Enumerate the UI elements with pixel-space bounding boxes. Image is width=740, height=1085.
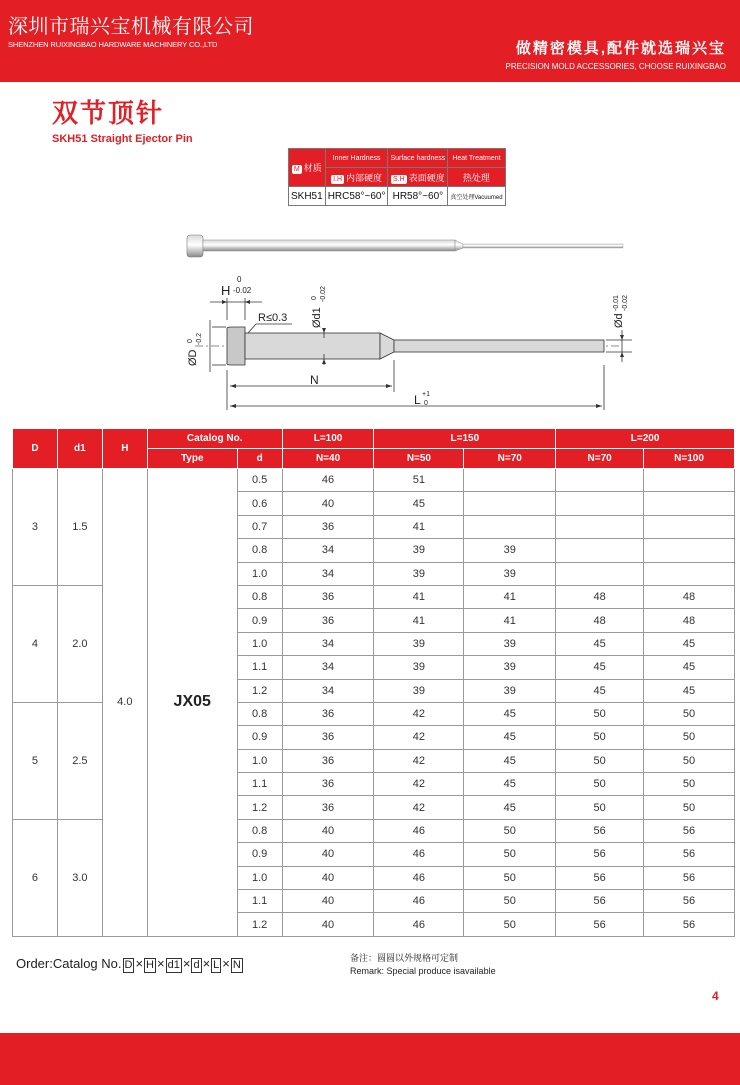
company-name-en: SHENZHEN RUIXINGBAO HARDWARE MACHINERY CO.,LTD bbox=[8, 40, 218, 49]
material-label: 材质 bbox=[303, 163, 322, 173]
cell-value: 50 bbox=[464, 913, 556, 936]
product-title-cn: 双节顶针 bbox=[52, 98, 165, 128]
cell-value: 56 bbox=[556, 866, 644, 889]
cell-value: 39 bbox=[464, 539, 556, 562]
cell-value: 50 bbox=[644, 726, 735, 749]
table-row bbox=[13, 469, 735, 492]
cell-d: 0.8 bbox=[237, 819, 282, 842]
cell-value: 46 bbox=[374, 913, 464, 936]
cell-value bbox=[556, 515, 644, 538]
cell-value: 48 bbox=[644, 609, 735, 632]
cell-value: 36 bbox=[282, 702, 374, 725]
cell-value: 42 bbox=[374, 773, 464, 796]
cell-d: 0.9 bbox=[237, 843, 282, 866]
cell-value: 40 bbox=[282, 890, 374, 913]
cell-value: 34 bbox=[282, 539, 374, 562]
order-sep: × bbox=[135, 956, 144, 971]
cell-value: 40 bbox=[282, 866, 374, 889]
order-part-N: N bbox=[232, 959, 241, 971]
slogan-en: PRECISION MOLD ACCESSORIES, CHOOSE RUIXINGBAO bbox=[505, 62, 726, 71]
order-part-H: H bbox=[146, 959, 154, 971]
cell-d: 1.1 bbox=[237, 656, 282, 679]
D-tol-upper: 0 bbox=[187, 339, 194, 343]
cell-value: 40 bbox=[282, 819, 374, 842]
col-header-L200: L=200 bbox=[556, 429, 735, 449]
cell-value: 45 bbox=[374, 492, 464, 515]
cell-value: 42 bbox=[374, 749, 464, 772]
cell-d: 1.0 bbox=[237, 866, 282, 889]
cell-value: 40 bbox=[282, 492, 374, 515]
cell-value: 50 bbox=[644, 702, 735, 725]
cell-d1: 2.0 bbox=[57, 585, 102, 702]
col-header-N50: N=50 bbox=[374, 449, 464, 469]
cell-value: 39 bbox=[374, 539, 464, 562]
cell-value: 56 bbox=[556, 890, 644, 913]
cell-value: 36 bbox=[282, 796, 374, 819]
cell-value: 45 bbox=[464, 702, 556, 725]
spec-table-body bbox=[13, 469, 735, 937]
col-header-L150: L=150 bbox=[374, 429, 556, 449]
h-tol-lower: -0.02 bbox=[233, 286, 252, 295]
cell-value: 36 bbox=[282, 609, 374, 632]
cell-value: 50 bbox=[556, 773, 644, 796]
h-label: H bbox=[221, 283, 231, 298]
cell-value: 39 bbox=[374, 562, 464, 585]
col-header-type: Type bbox=[147, 449, 237, 469]
cell-value: 50 bbox=[464, 843, 556, 866]
cell-value: 39 bbox=[374, 656, 464, 679]
cell-H: 4.0 bbox=[102, 469, 147, 937]
cell-value: 39 bbox=[464, 562, 556, 585]
cell-value bbox=[556, 469, 644, 492]
cell-value: 50 bbox=[464, 819, 556, 842]
cell-value: 42 bbox=[374, 702, 464, 725]
cell-value bbox=[644, 562, 735, 585]
heat-treatment-cn: 热处理 bbox=[448, 168, 505, 187]
product-title-en: SKH51 Straight Ejector Pin bbox=[52, 133, 193, 145]
cell-d: 0.6 bbox=[237, 492, 282, 515]
cell-d: 1.0 bbox=[237, 632, 282, 655]
cell-value bbox=[644, 492, 735, 515]
cell-d: 1.0 bbox=[237, 749, 282, 772]
cell-value: 56 bbox=[556, 819, 644, 842]
cell-value: 50 bbox=[644, 796, 735, 819]
cell-d: 0.7 bbox=[237, 515, 282, 538]
cell-value bbox=[644, 539, 735, 562]
cell-D: 3 bbox=[13, 469, 58, 586]
d1-tol-lower: -0.02 bbox=[320, 286, 327, 302]
cell-type: JX05 bbox=[147, 469, 237, 937]
cell-value: 45 bbox=[556, 632, 644, 655]
material-tag: M bbox=[293, 166, 300, 173]
order-label: Order:Catalog No. bbox=[16, 956, 122, 971]
cell-value: 46 bbox=[282, 469, 374, 492]
cell-value: 45 bbox=[464, 773, 556, 796]
cell-value: 39 bbox=[464, 632, 556, 655]
cell-value bbox=[644, 515, 735, 538]
cell-value: 39 bbox=[464, 656, 556, 679]
header-banner bbox=[0, 0, 740, 82]
cell-d: 1.1 bbox=[237, 773, 282, 796]
col-header-N70b: N=70 bbox=[556, 449, 644, 469]
remark-en: Remark: Special produce isavailable bbox=[350, 966, 496, 976]
cell-value: 41 bbox=[464, 585, 556, 608]
cell-value: 41 bbox=[374, 609, 464, 632]
pin-photo bbox=[187, 235, 623, 257]
spec-table bbox=[12, 428, 735, 937]
order-part-d: d bbox=[193, 959, 200, 971]
cell-value: 50 bbox=[556, 796, 644, 819]
cell-value: 50 bbox=[464, 866, 556, 889]
cell-value: 50 bbox=[556, 702, 644, 725]
cell-value: 36 bbox=[282, 585, 374, 608]
r-label: R≤0.3 bbox=[258, 312, 288, 324]
cell-value: 34 bbox=[282, 679, 374, 702]
cell-value: 56 bbox=[644, 819, 735, 842]
cell-value bbox=[556, 539, 644, 562]
cell-value: 51 bbox=[374, 469, 464, 492]
d1-tol-upper: 0 bbox=[311, 296, 318, 300]
cell-D: 4 bbox=[13, 585, 58, 702]
cell-d: 0.9 bbox=[237, 609, 282, 632]
l-tol-lower: 0 bbox=[424, 400, 428, 407]
cell-value bbox=[464, 469, 556, 492]
cell-value: 36 bbox=[282, 515, 374, 538]
surface-hardness-en: Surface hardness bbox=[388, 149, 448, 168]
cell-d: 1.1 bbox=[237, 890, 282, 913]
cell-d: 1.2 bbox=[237, 796, 282, 819]
cell-value bbox=[464, 515, 556, 538]
cell-value: 41 bbox=[374, 585, 464, 608]
inner-hardness-cn-cell bbox=[325, 168, 388, 187]
cell-D: 5 bbox=[13, 702, 58, 819]
cell-value: 45 bbox=[464, 726, 556, 749]
cell-d: 0.8 bbox=[237, 539, 282, 562]
cell-value: 39 bbox=[374, 679, 464, 702]
cell-value: 45 bbox=[556, 656, 644, 679]
order-format bbox=[16, 956, 244, 973]
surface-hardness-cn-cell bbox=[388, 168, 448, 187]
cell-value: 45 bbox=[464, 796, 556, 819]
col-header-L100: L=100 bbox=[282, 429, 374, 449]
order-sep: × bbox=[202, 956, 211, 971]
heat-treatment-en: Heat Treatment bbox=[448, 149, 505, 168]
cell-value bbox=[464, 492, 556, 515]
company-name-cn: 深圳市瑞兴宝机械有限公司 bbox=[8, 16, 254, 38]
footer-banner bbox=[0, 1033, 740, 1085]
cell-d: 0.8 bbox=[237, 702, 282, 725]
cell-d: 0.5 bbox=[237, 469, 282, 492]
inner-hardness-value: HRC58°~60° bbox=[325, 187, 388, 206]
cell-value: 50 bbox=[464, 890, 556, 913]
cell-d: 0.8 bbox=[237, 585, 282, 608]
cell-value: 45 bbox=[464, 749, 556, 772]
surface-tag: S.H bbox=[393, 175, 405, 183]
col-header-H: H bbox=[102, 429, 147, 469]
remark-cn: 备注：圆圆以外规格可定制 bbox=[350, 953, 459, 963]
cell-value: 50 bbox=[556, 726, 644, 749]
n-label: N bbox=[310, 373, 319, 387]
cell-value: 46 bbox=[374, 890, 464, 913]
col-header-d1: d1 bbox=[57, 429, 102, 469]
slogan-cn: 做精密模具,配件就选瑞兴宝 bbox=[515, 40, 726, 57]
D-tol-lower: -0.2 bbox=[196, 332, 203, 345]
cell-value: 40 bbox=[282, 913, 374, 936]
cell-value: 42 bbox=[374, 796, 464, 819]
inner-tag: I.H bbox=[333, 175, 343, 183]
l-label: L bbox=[414, 393, 421, 407]
ejector-pin-drawing bbox=[0, 220, 740, 420]
cell-value: 45 bbox=[644, 632, 735, 655]
cell-d: 1.2 bbox=[237, 913, 282, 936]
cell-value: 45 bbox=[644, 679, 735, 702]
cell-value: 41 bbox=[464, 609, 556, 632]
cell-value: 39 bbox=[374, 632, 464, 655]
order-part-d1: d1 bbox=[167, 959, 180, 971]
cell-value: 46 bbox=[374, 866, 464, 889]
cell-value: 45 bbox=[644, 656, 735, 679]
order-part-D: D bbox=[124, 959, 133, 971]
cell-D: 6 bbox=[13, 819, 58, 936]
page-number: 4 bbox=[712, 989, 719, 1003]
cell-d1: 1.5 bbox=[57, 469, 102, 586]
cell-value: 34 bbox=[282, 632, 374, 655]
cell-d: 0.9 bbox=[237, 726, 282, 749]
l-tol-upper: +1 bbox=[422, 391, 430, 398]
order-sep: × bbox=[157, 956, 165, 971]
cell-value: 56 bbox=[644, 866, 735, 889]
inner-hardness-en: Inner Hardness bbox=[325, 149, 388, 168]
cell-d: 1.0 bbox=[237, 562, 282, 585]
cell-value: 56 bbox=[644, 913, 735, 936]
cell-d: 1.2 bbox=[237, 679, 282, 702]
col-header-D: D bbox=[13, 429, 58, 469]
cell-value: 50 bbox=[644, 773, 735, 796]
cell-d1: 3.0 bbox=[57, 819, 102, 936]
col-header-N70a: N=70 bbox=[464, 449, 556, 469]
col-header-d: d bbox=[237, 449, 282, 469]
surface-hardness-value: HR58°~60° bbox=[388, 187, 448, 206]
material-table bbox=[288, 148, 506, 206]
cell-value bbox=[644, 469, 735, 492]
D-label: ØD bbox=[187, 349, 199, 366]
cell-value bbox=[556, 562, 644, 585]
heat-treatment-value: 真空处理Vacuumed bbox=[448, 187, 505, 206]
cell-value: 48 bbox=[644, 585, 735, 608]
cell-value: 56 bbox=[556, 913, 644, 936]
col-header-N40: N=40 bbox=[282, 449, 374, 469]
material-value: SKH51 bbox=[289, 187, 326, 206]
cell-value: 34 bbox=[282, 562, 374, 585]
order-sep: × bbox=[182, 956, 191, 971]
cell-value: 50 bbox=[556, 749, 644, 772]
cell-d1: 2.5 bbox=[57, 702, 102, 819]
cell-value: 42 bbox=[374, 726, 464, 749]
cell-value: 36 bbox=[282, 726, 374, 749]
cell-value: 45 bbox=[556, 679, 644, 702]
cell-value: 41 bbox=[374, 515, 464, 538]
cell-value: 39 bbox=[464, 679, 556, 702]
order-part-L: L bbox=[213, 959, 220, 971]
cell-value: 56 bbox=[644, 843, 735, 866]
cell-value: 48 bbox=[556, 585, 644, 608]
material-header-cell bbox=[289, 149, 326, 187]
surface-hardness-cn: 表面硬度 bbox=[408, 172, 445, 183]
order-sep: × bbox=[222, 956, 230, 971]
cell-value: 48 bbox=[556, 609, 644, 632]
inner-hardness-cn: 内部硬度 bbox=[346, 172, 383, 183]
cell-value: 36 bbox=[282, 749, 374, 772]
cell-value: 34 bbox=[282, 656, 374, 679]
cell-value: 46 bbox=[374, 819, 464, 842]
d-label: Ød bbox=[613, 313, 625, 328]
cell-value: 40 bbox=[282, 843, 374, 866]
d1-label: Ød1 bbox=[311, 307, 323, 328]
cell-value: 46 bbox=[374, 843, 464, 866]
cell-value: 56 bbox=[556, 843, 644, 866]
col-header-catalog: Catalog No. bbox=[147, 429, 282, 449]
col-header-N100: N=100 bbox=[644, 449, 735, 469]
d-tol-lower: -0.02 bbox=[622, 295, 629, 311]
h-tol-upper: 0 bbox=[237, 275, 242, 284]
cell-value: 36 bbox=[282, 773, 374, 796]
cell-value: 50 bbox=[644, 749, 735, 772]
cell-value: 56 bbox=[644, 890, 735, 913]
d-tol-upper: -0.01 bbox=[613, 295, 620, 311]
cell-value bbox=[556, 492, 644, 515]
